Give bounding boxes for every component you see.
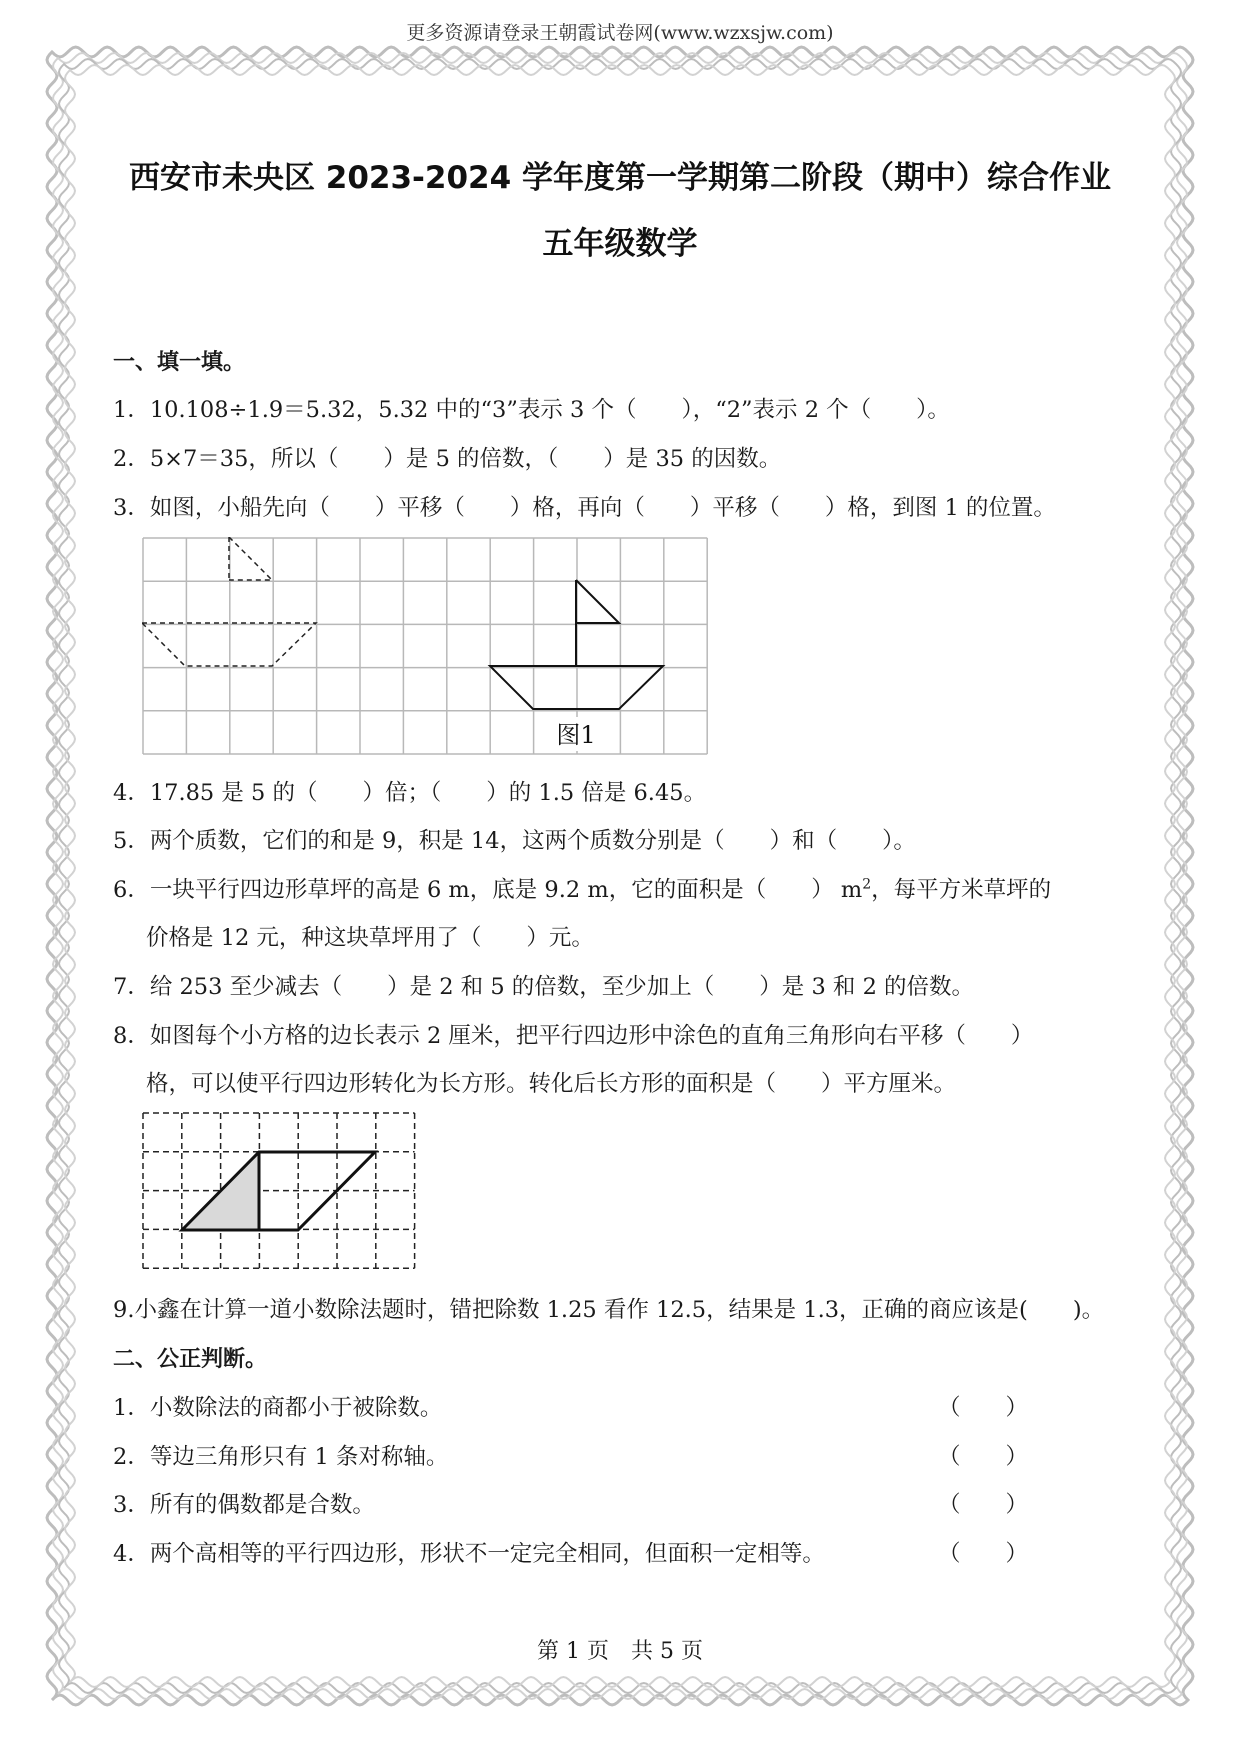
judge-item-1: 1．小数除法的商都小于被除数。 [113, 1395, 443, 1421]
judge-answer-4: （ ） [938, 1541, 1029, 1567]
page-subtitle: 五年级数学 [542, 226, 698, 262]
judge-answer-2: （ ） [938, 1444, 1029, 1470]
question-1: 1．10.108÷1.9＝5.32，5.32 中的“3”表示 3 个（ ），“2”表示 2 个（ ）。 [113, 397, 950, 423]
judge-answer-3: （ ） [938, 1492, 1029, 1518]
parallelogram-figure [140, 1110, 420, 1274]
judge-answer-1: （ ） [938, 1395, 1029, 1421]
page-footer: 第 1 页 共 5 页 [537, 1639, 703, 1664]
question-5: 5．两个质数，它们的和是 9，积是 14，这两个质数分别是（ ）和（ ）。 [113, 828, 916, 854]
q6-superscript: 2 [862, 876, 872, 893]
boat-grid [143, 538, 707, 754]
figure-1-caption: 图1 [556, 721, 596, 749]
dashed-boat-hull [142, 623, 316, 666]
question-2: 2．5×7＝35，所以（ ）是 5 的倍数，（ ）是 35 的因数。 [113, 446, 782, 472]
question-4: 4．17.85 是 5 的（ ）倍；（ ）的 1.5 倍是 6.45。 [113, 780, 707, 806]
question-3: 3．如图，小船先向（ ）平移（ ）格，再向（ ）平移（ ）格，到图 1 的位置。 [113, 495, 1056, 521]
page-title: 西安市未央区 2023-2024 学年度第一学期第二阶段（期中）综合作业 [128, 160, 1111, 196]
judge-item-4: 4．两个高相等的平行四边形，形状不一定完全相同，但面积一定相等。 [113, 1541, 825, 1567]
q6-text-a: 6．一块平行四边形草坪的高是 6 m，底是 9.2 m，它的面积是（ ） m [113, 877, 863, 903]
question-9: 9.小鑫在计算一道小数除法题时，错把除数 1.25 看作 12.5，结果是 1.3，正确的商应该是( )。 [113, 1297, 1105, 1323]
question-6-line1 [113, 872, 1051, 904]
dashed-boat [142, 537, 316, 666]
dashed-grid [143, 1113, 415, 1268]
section1-heading: 一、填一填。 [113, 350, 246, 375]
question-8-line2: 格，可以使平行四边形转化为长方形。转化后长方形的面积是（ ）平方厘米。 [146, 1071, 957, 1097]
question-7: 7．给 253 至少减去（ ）是 2 和 5 的倍数，至少加上（ ）是 3 和 2 的倍数。 [113, 974, 975, 1000]
judge-item-2: 2．等边三角形只有 1 条对称轴。 [113, 1444, 449, 1470]
question-6-line2: 价格是 12 元，种这块草坪用了（ ）元。 [146, 925, 594, 951]
section2-heading: 二、公正判断。 [113, 1347, 268, 1372]
question-8-line1: 8．如图每个小方格的边长表示 2 厘米，把平行四边形中涂色的直角三角形向右平移（ ） [113, 1023, 1034, 1049]
boat-grid-figure [142, 537, 712, 755]
q6-text-b: ，每平方米草坪的 [871, 877, 1052, 903]
judge-item-3: 3．所有的偶数都是合数。 [113, 1492, 375, 1518]
dashed-boat-sail [229, 537, 272, 580]
solid-boat-sail [576, 580, 619, 623]
watermark: 更多资源请登录王朝霞试卷网(www.wzxsjw.com) [406, 22, 834, 44]
